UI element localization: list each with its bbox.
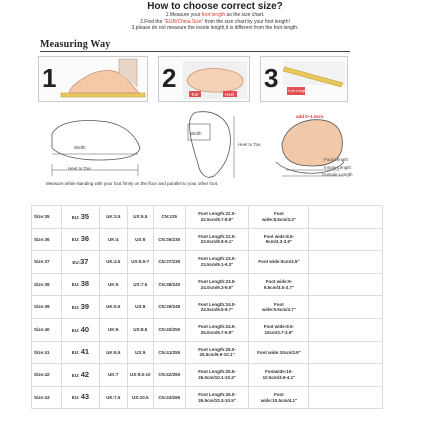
foot-length-cell-text: Foot Length:26.0- [198, 392, 236, 398]
table-row [32, 206, 383, 229]
eu-value: 40 [80, 324, 90, 334]
us-size-cell-text: US:9 [135, 349, 146, 355]
add-allowance-label: add 0~1.5cm [296, 114, 324, 119]
page-title: How to choose correct size? [147, 1, 283, 12]
size-cell-text: Size:37 [34, 259, 50, 265]
measuring-way-title: Measuring Way [40, 39, 111, 50]
cn-size-cell [153, 386, 185, 409]
foot-length-cell [185, 318, 249, 341]
foot-length-cell-text: Foot Length:22.0- [198, 211, 236, 217]
cn-size-cell-text: CN:38/240 [158, 281, 181, 287]
cn-size-cell-text: CN:41/255 [158, 349, 181, 355]
empty-cell [309, 386, 383, 409]
width-label: Width [74, 145, 86, 150]
foot-width-cell [249, 364, 309, 387]
foot-width-cell-text: Foot wide:8.5- [263, 233, 295, 239]
eu-size-cell [61, 273, 99, 296]
foot-length-cell-text: Foot Length:22.5- [198, 233, 236, 239]
size-cell-text: Size:39 [34, 304, 50, 310]
uk-size-cell-text: UK:4 [108, 236, 119, 242]
foot-length-cell-text: 25.5cm/9.9-10.1" [199, 352, 235, 358]
uk-size-cell-text: UK:4.5 [106, 259, 121, 265]
foot-length-label: Foot Length [324, 157, 349, 162]
empty-cell [309, 296, 383, 319]
us-size-cell [127, 341, 153, 364]
us-size-cell [127, 364, 153, 387]
foot-length-cell-text: Foot Length:25.0- [198, 346, 236, 352]
step-1-number: 1 [42, 63, 57, 93]
foot-width-cell [249, 341, 309, 364]
foot-width-cell-text: Foot wide:9.5- [263, 324, 295, 330]
eu-prefix: EU: [71, 350, 81, 356]
us-size-cell [127, 386, 153, 409]
foot-width-cell [249, 386, 309, 409]
foot-length-cell-text: Foot Length:25.5- [198, 369, 236, 375]
size-guide-header [0, 0, 430, 32]
eu-prefix: EU: [71, 304, 81, 310]
foot-width-cell [249, 318, 309, 341]
size-cell [32, 251, 62, 274]
foot-length-cell-text: 25.0cm/9.7-9.9" [200, 329, 234, 335]
cn-size-cell-text: CN:42/260 [158, 372, 181, 378]
cn-size-cell-text: CN:36/230 [158, 236, 181, 242]
foot-length-cell [185, 364, 249, 387]
us-size-cell [127, 318, 153, 341]
empty-cell [309, 206, 383, 229]
eu-size-cell [61, 228, 99, 251]
size-cell-text: Size:42 [34, 372, 50, 378]
foot-length-cell [185, 228, 249, 251]
foot-width-cell [249, 251, 309, 274]
heel-to-toe-label: Heel to Toe [68, 166, 91, 171]
foot-width-cell-text: Foot wide:9- [265, 279, 293, 285]
instruction-1-highlight: foot length [201, 12, 226, 18]
foot-length-cell-text: 24.5cm/9.5-9.7" [200, 307, 234, 313]
step-2-number: 2 [162, 63, 177, 93]
foot-length-cell-text: 22.5cm/8.7-8.9" [200, 216, 234, 222]
empty-cell [309, 341, 383, 364]
heel-label: Heel [225, 92, 235, 97]
us-size-cell-text: US:7.5 [133, 281, 148, 287]
foot-length-cell-text: Foot Length:23.0- [198, 256, 236, 262]
eu-value: 43 [80, 392, 90, 402]
cn-size-cell-text: CN:43/265 [158, 394, 181, 400]
foot-width-cell-text: wide:8.5cm/3.3" [261, 216, 296, 222]
uk-size-cell-text: UK:3.5 [106, 214, 121, 220]
foot-length-cell [185, 296, 249, 319]
cn-size-cell [153, 318, 185, 341]
table-row [32, 364, 383, 387]
cn-size-cell-text: CN:225 [161, 214, 177, 220]
cn-size-cell-text: CN:40/250 [158, 327, 181, 333]
eu-size-cell [61, 251, 99, 274]
us-size-cell-text: US:8.5 [133, 327, 148, 333]
uk-size-cell [99, 364, 127, 387]
size-cell-text: Size:41 [34, 349, 50, 355]
foot-width-cell-text: Footwide:10- [265, 369, 293, 375]
table-row [32, 228, 383, 251]
cn-size-cell [153, 206, 185, 229]
foot-width-cell [249, 228, 309, 251]
empty-cell [309, 228, 383, 251]
us-size-cell-text: US:5.5 [133, 214, 148, 220]
foot-length-cell-text: 26.5cm/10.3-10.5" [198, 397, 236, 403]
eu-prefix: EU: [71, 395, 81, 401]
foot-length-cell-text: 24.0cm/9.3-9.5" [200, 284, 234, 290]
heel-to-toe-label-b: Heel to Toe [238, 142, 261, 147]
size-cell [32, 273, 62, 296]
cn-size-cell [153, 296, 185, 319]
foot-top-view-icon [159, 57, 251, 103]
uk-size-cell [99, 273, 127, 296]
instruction-1-post: as the size chart. [225, 12, 265, 18]
foot-width-cell-text: wide:9.5cm/3.7" [261, 307, 296, 313]
size-cell-text: Size:43 [34, 394, 50, 400]
eu-size-cell [61, 206, 99, 229]
ruler-icon [261, 57, 349, 103]
cn-size-cell [153, 228, 185, 251]
toe-label: Toe [191, 92, 199, 97]
foot-length-cell-text: Foot Length:23.5- [198, 279, 236, 285]
us-size-cell [127, 251, 153, 274]
foot-measurement-illustrations [38, 104, 353, 184]
foot-length-cell [185, 341, 249, 364]
size-cell [32, 206, 62, 229]
instruction-2-highlight: "EUR/China Size" [163, 18, 204, 25]
foot-length-cell [185, 206, 249, 229]
outsole-length-label: Outsole Length [322, 172, 353, 177]
empty-cell [309, 318, 383, 341]
empty-cell [309, 273, 383, 296]
uk-size-cell-text: UK:6.5 [106, 349, 121, 355]
empty-cell [309, 251, 383, 274]
eu-size-cell [61, 296, 99, 319]
instruction-2-pre: 2.Find the [140, 18, 164, 25]
cn-size-cell [153, 364, 185, 387]
foot-length-cell [185, 273, 249, 296]
foot-width-cell [249, 206, 309, 229]
step-2-panel [158, 56, 250, 102]
uk-size-cell [99, 251, 127, 274]
instruction-2-post: from the size chart by your foot length! [203, 18, 290, 25]
cn-size-cell-text: CN:37/235 [158, 259, 181, 265]
eu-size-cell [61, 341, 99, 364]
table-row [32, 296, 383, 319]
foot-width-cell-text: 9cm/3.3-3.5" [265, 239, 293, 245]
empty-cell [309, 364, 383, 387]
eu-value: 39 [80, 301, 90, 311]
foot-width-cell-text: 10cm/3.7-3.9" [264, 329, 294, 335]
foot-width-cell-text: Foot [274, 301, 284, 307]
eu-value: 42 [80, 369, 90, 379]
measure-caption: Measure while standing with your foot firmly on the floor and parallel to your other foot. [46, 181, 219, 186]
size-cell-text: Size:35 [34, 214, 50, 220]
us-size-cell [127, 296, 153, 319]
cn-size-cell-text: CN:39/245 [158, 304, 181, 310]
eu-size-cell [61, 386, 99, 409]
width-label-b: Width [190, 131, 202, 136]
foot-width-cell-text: 10.5cm/3.9-4.1" [262, 374, 296, 380]
size-cell-text: Size:36 [34, 236, 50, 242]
measuring-divider [40, 51, 350, 52]
us-size-cell-text: US:6.5-7 [131, 259, 150, 265]
eu-value: 37 [80, 256, 89, 266]
size-cell-text: Size:40 [34, 327, 50, 333]
size-cell-text: Size:38 [34, 281, 50, 287]
eu-prefix: EU: [71, 372, 81, 378]
cn-size-cell [153, 341, 185, 364]
eu-prefix: EU: [72, 259, 81, 265]
eu-value: 41 [80, 347, 90, 357]
foot-width-cell-text: 9.5cm/3.5-3.7" [263, 284, 294, 290]
eu-prefix: EU: [71, 214, 81, 220]
us-size-cell [127, 273, 153, 296]
table-row [32, 251, 383, 274]
size-cell [32, 296, 62, 319]
instruction-1-pre: 1.Measure your [165, 12, 202, 18]
uk-size-cell-text: UK:7 [108, 372, 119, 378]
step-3-panel [260, 56, 348, 102]
foot-length-cell-text: Foot Length:24.0- [198, 301, 236, 307]
size-cell [32, 228, 62, 251]
foot-length-tag: Foot Length [288, 89, 308, 93]
eu-prefix: EU: [71, 237, 81, 243]
us-size-cell-text: US:8 [135, 304, 146, 310]
size-chart-table [31, 205, 383, 409]
uk-size-cell-text: UK:7.5 [106, 394, 121, 400]
eu-size-cell [61, 318, 99, 341]
table-row [32, 318, 383, 341]
cn-size-cell [153, 273, 185, 296]
uk-size-cell [99, 206, 127, 229]
table-row [32, 273, 383, 296]
uk-size-cell [99, 296, 127, 319]
foot-length-cell-text: 23.5cm/9.1-9.3" [200, 261, 234, 267]
foot-width-cell-text: Foot [274, 392, 284, 398]
foot-length-cell-text: 23.0cm/8.9-9.1" [200, 239, 234, 245]
cn-size-cell [153, 251, 185, 274]
foot-width-cell [249, 296, 309, 319]
size-cell [32, 318, 62, 341]
foot-length-cell-text: 26.0cm/10.1-10.3" [198, 374, 236, 380]
step-3-number: 3 [264, 63, 279, 93]
us-size-cell-text: US:9.5-10 [129, 372, 151, 378]
table-row [32, 386, 383, 409]
foot-width-cell-text: Foot wide:10cm/3.9" [257, 349, 301, 355]
uk-size-cell-text: UK:5.5 [106, 304, 121, 310]
foot-width-cell-text: Foot wide:9cm/3.5" [258, 259, 300, 265]
size-cell [32, 341, 62, 364]
foot-length-cell [185, 251, 249, 274]
eu-value: 36 [80, 234, 90, 244]
instruction-3: 3.please do not measure the insole length,it is different from the foot length. [131, 25, 299, 31]
eu-prefix: EU: [71, 282, 81, 288]
foot-length-cell-text: Foot Length:24.5- [198, 324, 236, 330]
us-size-cell [127, 228, 153, 251]
uk-size-cell-text: UK:6 [108, 327, 119, 333]
eu-prefix: EU: [71, 327, 81, 333]
foot-width-cell-text: Foot [274, 211, 284, 217]
foot-width-cell-text: wide:10.5cm/4.1" [260, 397, 298, 403]
uk-size-cell [99, 386, 127, 409]
table-row [32, 341, 383, 364]
uk-size-cell-text: UK:5 [108, 281, 119, 287]
foot-on-ruler-icon [39, 57, 149, 103]
size-cell [32, 364, 62, 387]
uk-size-cell [99, 341, 127, 364]
eu-value: 35 [80, 211, 90, 221]
uk-size-cell [99, 318, 127, 341]
us-size-cell [127, 206, 153, 229]
eu-value: 38 [80, 279, 90, 289]
foot-length-cell [185, 386, 249, 409]
size-cell [32, 386, 62, 409]
uk-size-cell [99, 228, 127, 251]
insole-length-label: Insole Length [324, 165, 352, 170]
us-size-cell-text: US:6 [135, 236, 146, 242]
step-1-panel [38, 56, 148, 102]
us-size-cell-text: US:10.5 [131, 394, 149, 400]
eu-size-cell [61, 364, 99, 387]
foot-width-cell [249, 273, 309, 296]
measuring-steps [38, 56, 348, 102]
